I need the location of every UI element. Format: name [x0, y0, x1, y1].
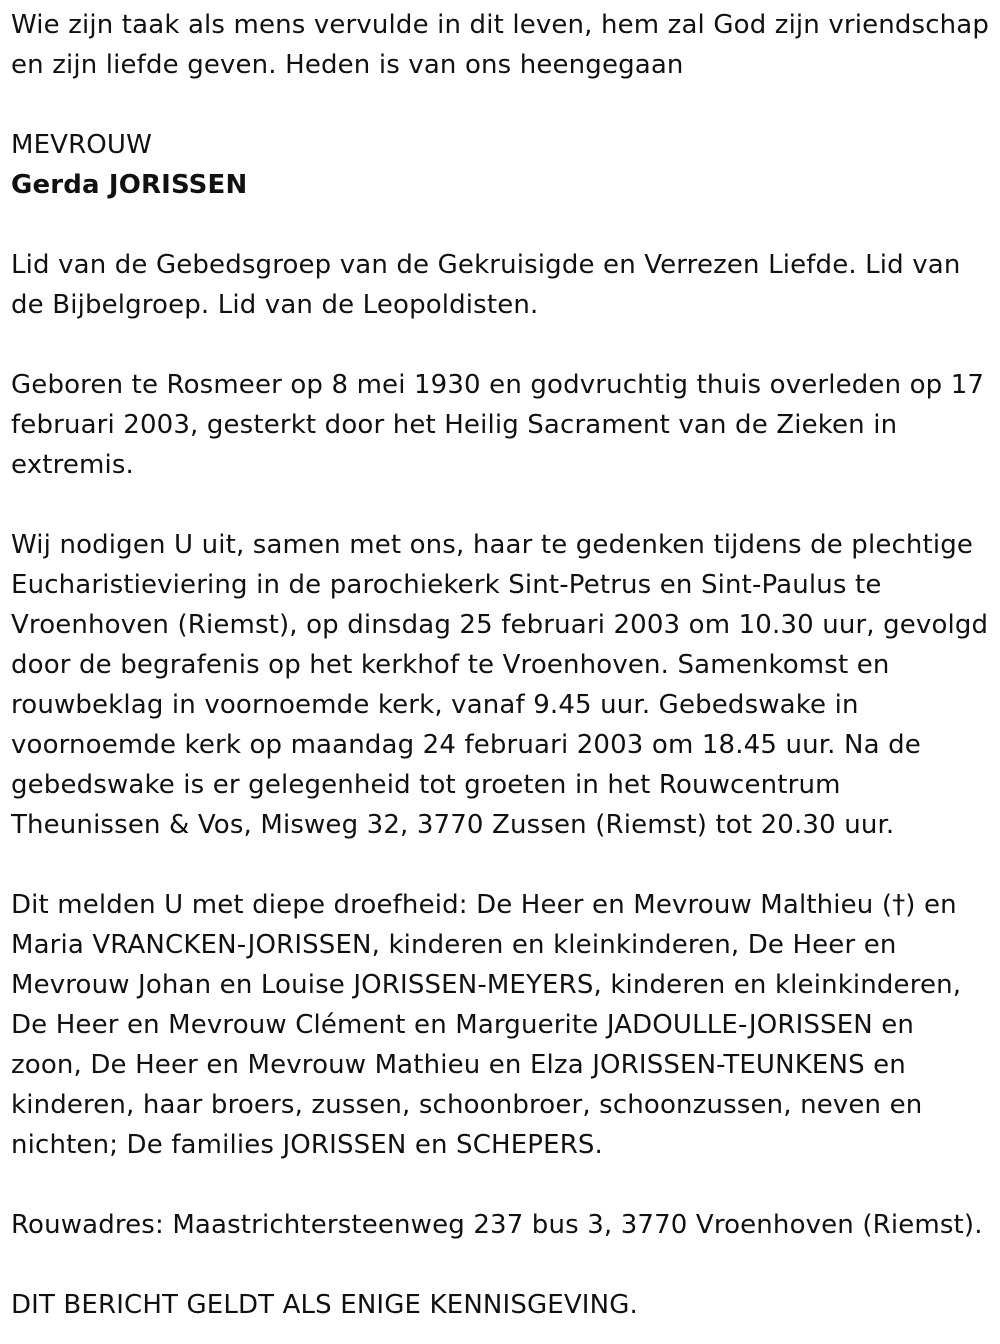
announcement-paragraph	[11, 885, 991, 1165]
text-line: de Bijbelgroep. Lid van de Leopoldisten.	[11, 290, 539, 320]
text-line: en zijn liefde geven. Heden is van ons heengegaan	[11, 50, 684, 80]
text-line: door de begrafenis op het kerkhof te Vroenhoven. Samenkomst en	[11, 650, 890, 680]
text-line: Theunissen & Vos, Misweg 32, 3770 Zussen (Riemst) tot 20.30 uur.	[11, 810, 895, 840]
text-line: Wie zijn taak als mens vervulde in dit leven, hem zal God zijn vriendschap	[11, 10, 990, 40]
notice-text: DIT BERICHT GELDT ALS ENIGE KENNISGEVING.	[11, 1290, 638, 1320]
text-line: voornoemde kerk op maandag 24 februari 2003 om 18.45 uur. Na de	[11, 730, 921, 760]
text-line: Geboren te Rosmeer op 8 mei 1930 en godvruchtig thuis overleden op 17	[11, 370, 985, 400]
text-line: Vroenhoven (Riemst), op dinsdag 25 februari 2003 om 10.30 uur, gevolgd	[11, 610, 989, 640]
text-line: extremis.	[11, 450, 134, 480]
title-label: MEVROUW	[11, 130, 152, 160]
text-line: Wij nodigen U uit, samen met ons, haar te gedenken tijdens de plechtige	[11, 530, 974, 560]
text-line: Lid van de Gebedsgroep van de Gekruisigde en Verrezen Liefde. Lid van	[11, 250, 961, 280]
birth-death-paragraph	[11, 365, 991, 485]
invitation-paragraph	[11, 525, 991, 845]
text-line: gebedswake is er gelegenheid tot groeten in het Rouwcentrum	[11, 770, 841, 800]
text-line: Eucharistieviering in de parochiekerk Sint-Petrus en Sint-Paulus te	[11, 570, 882, 600]
deceased-name: Gerda JORISSEN	[11, 170, 248, 200]
text-line: Dit melden U met diepe droefheid: De Heer en Mevrouw Malthieu (†) en	[11, 890, 957, 920]
membership-paragraph	[11, 245, 991, 325]
obituary-document	[11, 0, 991, 1325]
mourning-address: Rouwadres: Maastrichtersteenweg 237 bus 3, 3770 Vroenhoven (Riemst).	[11, 1210, 983, 1240]
text-line: februari 2003, gesterkt door het Heilig Sacrament van de Zieken in	[11, 410, 898, 440]
text-line: kinderen, haar broers, zussen, schoonbroer, schoonzussen, neven en	[11, 1090, 923, 1120]
intro-paragraph	[11, 5, 991, 85]
text-line: Maria VRANCKEN-JORISSEN, kinderen en kleinkinderen, De Heer en	[11, 930, 897, 960]
text-line: Mevrouw Johan en Louise JORISSEN-MEYERS, kinderen en kleinkinderen,	[11, 970, 962, 1000]
text-line: zoon, De Heer en Mevrouw Mathieu en Elza JORISSEN-TEUNKENS en	[11, 1050, 906, 1080]
text-line: rouwbeklag in voornoemde kerk, vanaf 9.45 uur. Gebedswake in	[11, 690, 859, 720]
text-line: nichten; De families JORISSEN en SCHEPERS.	[11, 1130, 603, 1160]
text-line: De Heer en Mevrouw Clément en Marguerite JADOULLE-JORISSEN en	[11, 1010, 915, 1040]
